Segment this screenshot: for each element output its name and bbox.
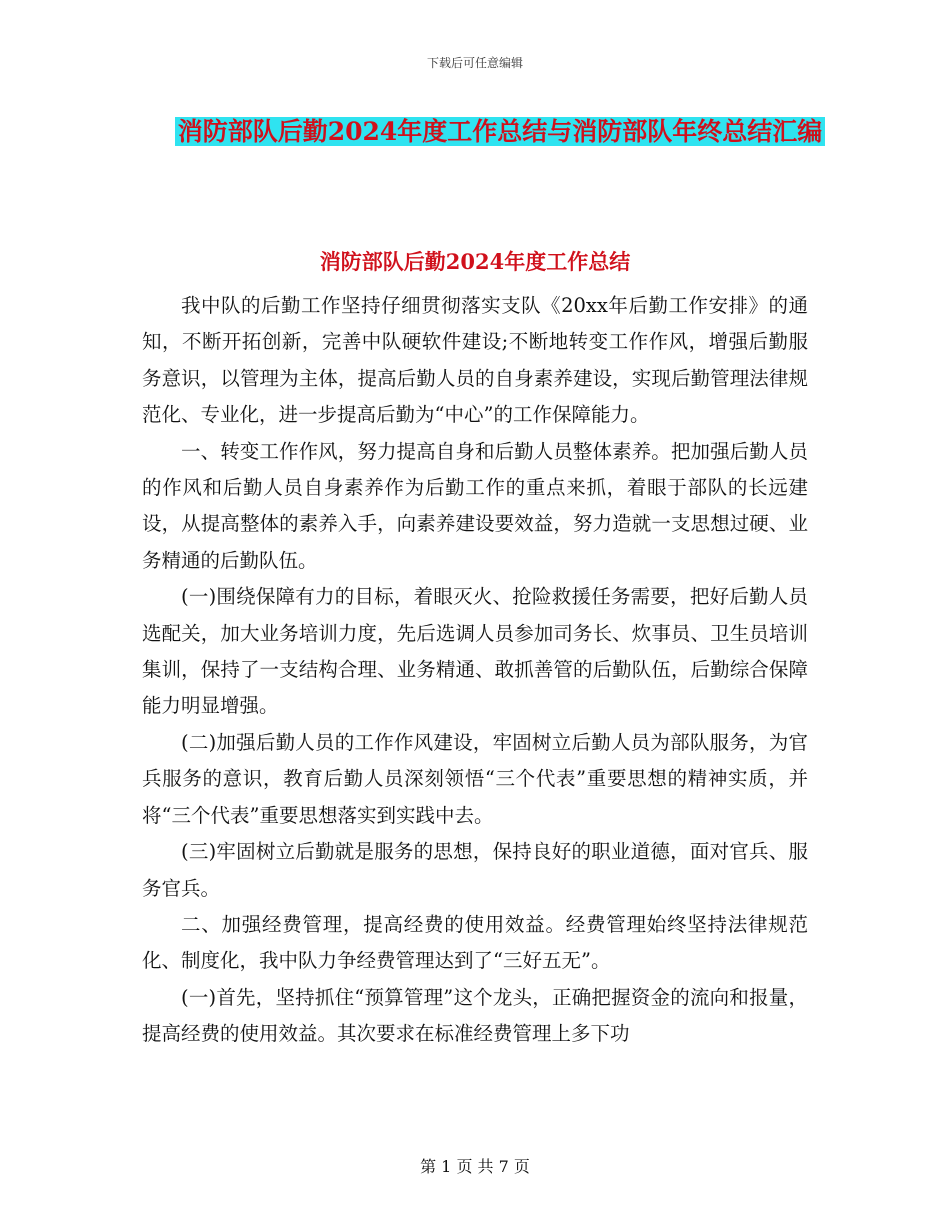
paragraph: (一)围绕保障有力的目标，着眼灭火、抢险救援任务需要，把好后勤人员选配关，加大业务培训力度，先后选调人员参加司务长、炊事员、卫生员培训集训，保持了一支结构合理、业务精通、敢抓善管的后勤队伍，后勤综合保障能力明显增强。 bbox=[142, 585, 808, 718]
section-title: 消防部队后勤2024年度工作总结 bbox=[319, 249, 631, 274]
body-text bbox=[142, 288, 808, 1053]
document-title bbox=[140, 110, 860, 154]
page-footer: 第 1 页 共 7 页 bbox=[420, 1157, 530, 1176]
paragraph: 一、转变工作作风，努力提高自身和后勤人员整体素养。把加强后勤人员的作风和后勤人员自身素养作为后勤工作的重点来抓，着眼于部队的长远建设，从提高整体的素养入手，向素养建设要效益，努力造就一支思想过硬、业务精通的后勤队伍。 bbox=[142, 439, 808, 572]
paragraph: (三)牢固树立后勤就是服务的思想，保持良好的职业道德，面对官兵、服务官兵。 bbox=[142, 840, 808, 900]
document-title-text: 消防部队后勤2024年度工作总结与消防部队年终总结汇编 bbox=[175, 117, 826, 146]
paragraph: (二)加强后勤人员的工作作风建设，牢固树立后勤人员为部队服务，为官兵服务的意识，教育后勤人员深刻领悟“三个代表”重要思想的精神实质，并将“三个代表”重要思想落实到实践中去。 bbox=[142, 730, 808, 827]
paragraph: 二、加强经费管理，提高经费的使用效益。经费管理始终坚持法律规范化、制度化，我中队力争经费管理达到了“三好五无”。 bbox=[142, 912, 808, 973]
header-note: 下载后可任意编辑 bbox=[426, 56, 523, 70]
paragraph: (一)首先，坚持抓住“预算管理”这个龙头，正确把握资金的流向和报量，提高经费的使用效益。其次要求在标准经费管理上多下功 bbox=[142, 985, 808, 1046]
paragraph: 我中队的后勤工作坚持仔细贯彻落实支队《20xx年后勤工作安排》的通知，不断开拓创新，完善中队硬软件建设;不断地转变工作作风，增强后勤服务意识，以管理为主体，提高后勤人员的自身素养建设，实现后勤管理法律规范化、专业化，进一步提高后勤为“中心”的工作保障能力。 bbox=[142, 294, 808, 427]
